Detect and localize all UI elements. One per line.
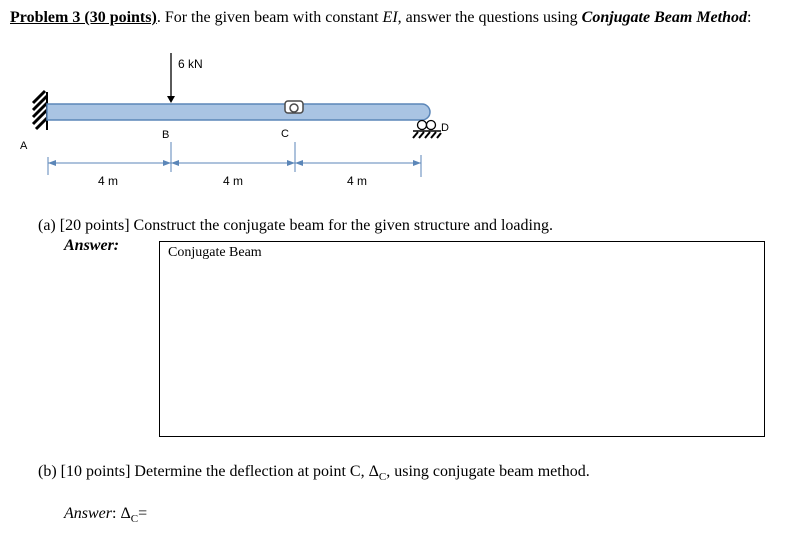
point-label-a: A [20, 140, 28, 152]
part-b-answer-label: Answer [64, 505, 112, 522]
problem-number: Problem 3 (30 points) [10, 9, 157, 26]
roller-support-d [413, 121, 441, 139]
span-label-cd: 4 m [347, 174, 368, 188]
heading-text-1: . For the given beam with constant [156, 9, 383, 26]
heading-text-3: : [747, 9, 752, 26]
point-load-arrow [167, 53, 175, 103]
heading-method: Conjugate Beam Method [581, 9, 747, 26]
point-label-d: D [441, 122, 449, 134]
heading-ei: EI [382, 9, 398, 26]
part-b-answer [64, 505, 147, 525]
part-b-answer-subscript: C [130, 513, 139, 526]
beam [47, 104, 430, 120]
load-label: 6 kN [178, 57, 203, 71]
hinge-c [285, 101, 303, 113]
point-label-c: C [281, 128, 289, 140]
heading-text-2: , answer the questions using [397, 9, 582, 26]
part-b-subscript: C [378, 471, 387, 484]
point-label-b: B [162, 129, 170, 141]
answer-box-label: Conjugate Beam [168, 245, 262, 260]
part-a-answer-label: Answer: [64, 237, 120, 254]
conjugate-beam-answer-box[interactable] [159, 241, 765, 437]
dimension-lines [48, 142, 421, 177]
part-b-answer-equals: = [138, 505, 148, 522]
fixed-support-a [33, 91, 47, 130]
span-label-ab: 4 m [98, 174, 119, 188]
beam-diagram [0, 0, 799, 200]
part-b-text-1: (b) [10 points] Determine the deflection at point C, Δ [38, 463, 379, 480]
part-b-answer-symbol: : Δ [112, 505, 131, 522]
part-b-text-2: , using conjugate beam method. [386, 463, 590, 480]
part-b-question [38, 463, 590, 483]
span-label-bc: 4 m [223, 174, 244, 188]
part-a-question: (a) [20 points] Construct the conjugate beam for the given structure and loading. [38, 217, 553, 234]
